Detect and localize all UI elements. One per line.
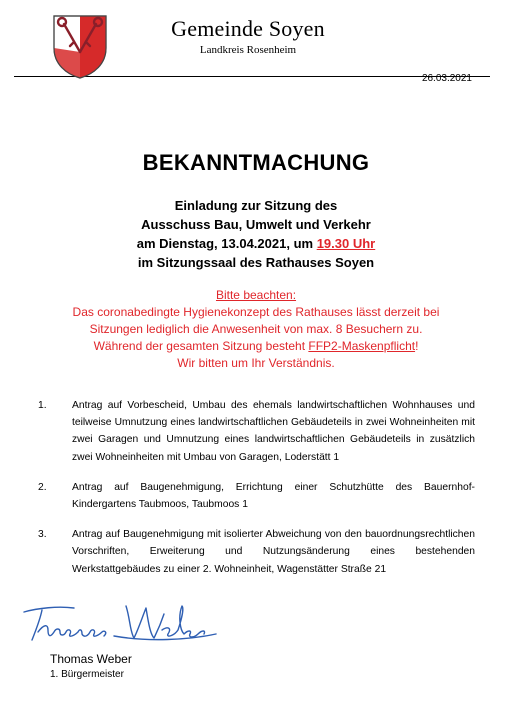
mask-line-suffix: ! — [415, 339, 419, 353]
signer-name: Thomas Weber — [50, 652, 132, 666]
agenda-item — [38, 397, 475, 466]
coat-of-arms-icon — [50, 12, 110, 80]
document-date: 26.03.2021 — [421, 73, 472, 84]
meeting-location: im Sitzungssaal des Rathauses Soyen — [137, 255, 375, 270]
mask-line — [0, 338, 512, 355]
meeting-date-line — [0, 234, 512, 253]
agenda-item-text: Antrag auf Baugenehmigung mit isolierter Abweichung von den bauordnungsrechtlichen Vorschriften, Erweiterung und Nutzungsänderung eines bestehenden Werkstattgebäudes zu einer 2. Wohneinheit, Wagenstätter Straße 21 — [72, 529, 475, 575]
notice-heading: Bitte beachten: — [215, 288, 297, 302]
signer-title: 1. Bürgermeister — [50, 669, 124, 680]
agenda-item — [38, 479, 475, 513]
agenda-list — [38, 397, 475, 591]
letterhead — [14, 10, 490, 77]
agenda-item-text: Antrag auf Baugenehmigung, Errichtung einer Schutzhütte des Bauernhof-Kindergartens Taubmoos, Taubmoos 1 — [72, 481, 475, 511]
notice-line: Sitzungen lediglich die Anwesenheit von max. 8 Besuchern zu. — [89, 322, 423, 336]
invitation-line: Einladung zur Sitzung des — [174, 198, 338, 213]
agenda-item — [38, 526, 475, 578]
agenda-item-number: 3. — [38, 529, 47, 541]
committee-name: Ausschuss Bau, Umwelt und Verkehr — [141, 217, 371, 232]
notice-line: Wir bitten um Ihr Verständnis. — [177, 356, 335, 370]
meeting-time: 19.30 Uhr — [316, 236, 376, 251]
mask-requirement: FFP2-Maskenpflicht — [308, 339, 416, 353]
municipality-name: Gemeinde Soyen — [171, 16, 325, 41]
agenda-item-number: 1. — [38, 400, 47, 411]
meeting-date: am Dienstag, 13.04.2021, um — [136, 236, 317, 251]
agenda-item-text: Antrag auf Vorbescheid, Umbau des ehemals landwirtschaftlichen Wohnhauses und teilweise Umnutzung eines landwirtschaftlichen Gebäudeteils in zwei Wohneinheiten mit zwei Garagen und Umnutzung eines landwirtschaftlichen Gebäudeteils in zusätzlich zwei Wohneinheiten mit Umbau von Garagen, Loderstätt 1 — [72, 400, 475, 463]
page-title: BEKANNTMACHUNG — [142, 150, 370, 175]
notice-line: Das coronabedingte Hygienekonzept des Rathauses lässt derzeit bei — [72, 305, 440, 319]
mask-line-prefix: Während der gesamten Sitzung besteht — [93, 339, 309, 353]
handwritten-signature — [18, 596, 218, 650]
agenda-item-number: 2. — [38, 481, 47, 493]
covid-notice — [0, 287, 512, 372]
district-name: Landkreis Rosenheim — [199, 44, 297, 56]
invitation-block — [0, 196, 512, 272]
